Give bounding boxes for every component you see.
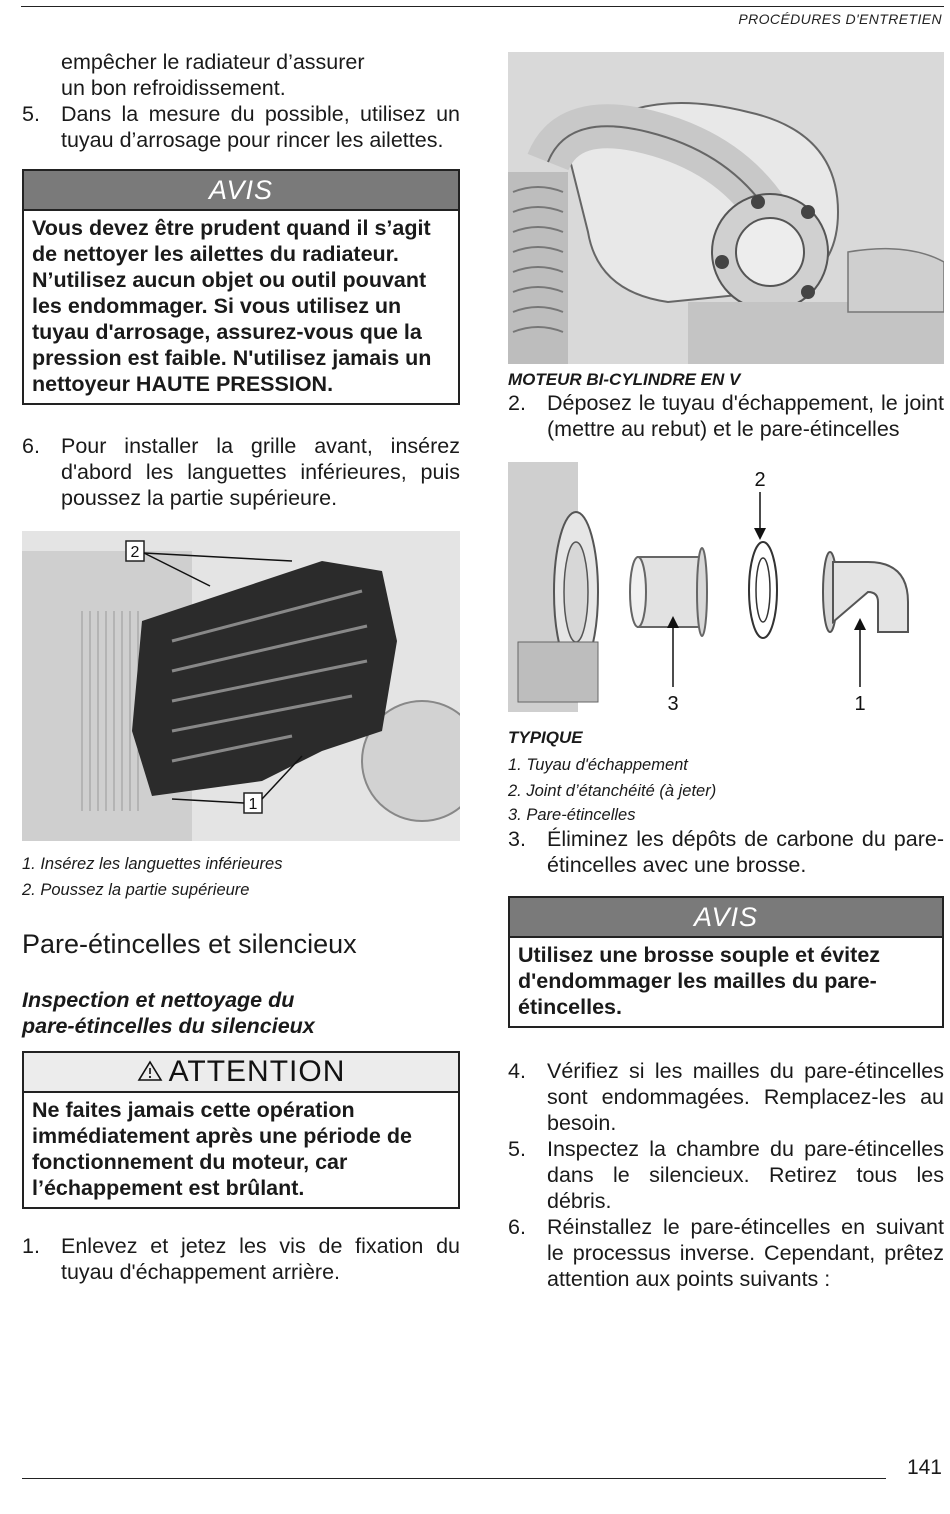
bottom-rule bbox=[22, 1478, 886, 1479]
step-text: Déposez le tuyau d'échappement, le joint (mettre au rebut) et le pare-étincelles bbox=[547, 391, 944, 441]
right-step-2 bbox=[508, 390, 944, 442]
step-number: 5. bbox=[22, 102, 40, 126]
step-number: 6. bbox=[508, 1215, 526, 1239]
label-2: 2 bbox=[754, 469, 766, 491]
right-column bbox=[508, 52, 944, 1292]
exhaust-parts-illustration bbox=[508, 462, 944, 724]
legend-item: 3. Pare-étincelles bbox=[508, 806, 636, 824]
intro-line-2: un bon refroidissement. bbox=[61, 76, 286, 100]
section-title: Pare-étincelles et silencieux bbox=[22, 929, 357, 959]
warning-heading bbox=[24, 1053, 458, 1093]
figure-legend bbox=[22, 851, 460, 903]
notice-box-brush bbox=[508, 896, 944, 1028]
exhaust-parts-drawing bbox=[508, 462, 944, 724]
legend-item: 1. Insérez les languettes inférieures bbox=[22, 855, 283, 873]
step-text: Vérifiez si les mailles du pare-étincelles sont endommagées. Remplacez-les au besoin. bbox=[547, 1059, 944, 1135]
callout-2: 2 bbox=[130, 544, 140, 561]
intro-line-1: empêcher le radiateur d’assurer bbox=[61, 50, 365, 74]
step-text: Éliminez les dépôts de carbone du pare-étincelles avec une brosse. bbox=[547, 827, 944, 877]
step-text: Dans la mesure du possible, utilisez un tuyau d’arrosage pour rincer les ailettes. bbox=[61, 102, 460, 152]
notice-text: Utilisez une brosse souple et évitez d'endommager les mailles du pare-étincelles. bbox=[518, 943, 881, 1019]
label-3: 3 bbox=[667, 693, 679, 715]
left-column bbox=[22, 49, 460, 1285]
front-grille-illustration bbox=[22, 531, 460, 841]
step-number: 6. bbox=[22, 434, 40, 458]
figure-caption-engine: MOTEUR BI-CYLINDRE EN V bbox=[508, 370, 741, 389]
step-number: 2. bbox=[508, 391, 526, 415]
warning-triangle-icon bbox=[137, 1060, 163, 1082]
legend-item: 2. Joint d’étanchéité (à jeter) bbox=[508, 782, 717, 800]
legend-item: 2. Poussez la partie supérieure bbox=[22, 881, 250, 899]
label-1: 1 bbox=[854, 693, 866, 715]
right-step-6 bbox=[508, 1214, 944, 1292]
page-number: 141 bbox=[906, 1456, 942, 1479]
top-rule bbox=[21, 6, 944, 7]
warning-heading-text: ATTENTION bbox=[168, 1055, 346, 1088]
figure-legend bbox=[508, 752, 944, 826]
right-step-4 bbox=[508, 1058, 944, 1136]
engine-drawing bbox=[508, 52, 944, 364]
subsection-title bbox=[22, 987, 460, 1039]
subsection-title-line: pare-étincelles du silencieux bbox=[22, 1014, 315, 1038]
step-number: 1. bbox=[22, 1234, 40, 1258]
grille-drawing bbox=[22, 531, 460, 841]
subsection-title-line: Inspection et nettoyage du bbox=[22, 988, 295, 1012]
step-number: 5. bbox=[508, 1137, 526, 1161]
v-twin-engine-illustration bbox=[508, 52, 944, 364]
left-step-6 bbox=[22, 433, 460, 511]
running-header: PROCÉDURES D'ENTRETIEN bbox=[738, 11, 942, 27]
notice-heading: AVIS bbox=[510, 898, 942, 938]
step-text: Inspectez la chambre du pare-étincelles dans le silencieux. Retirez tous les débris. bbox=[547, 1137, 944, 1213]
right-step-5 bbox=[508, 1136, 944, 1214]
warning-box bbox=[22, 1051, 460, 1209]
step-number: 3. bbox=[508, 827, 526, 851]
left-step-5 bbox=[22, 101, 460, 153]
figure-caption-typical: TYPIQUE bbox=[508, 728, 583, 747]
legend-item: 1. Tuyau d'échappement bbox=[508, 756, 688, 774]
left-step-1 bbox=[22, 1233, 460, 1285]
warning-text: Ne faites jamais cette opération immédiatement après une période de fonctionnement du moteur, car l’échappement est brûlant. bbox=[32, 1098, 412, 1200]
callout-1: 1 bbox=[248, 796, 258, 813]
right-step-3 bbox=[508, 826, 944, 878]
notice-box-radiator bbox=[22, 169, 460, 405]
notice-heading: AVIS bbox=[24, 171, 458, 211]
step-text: Réinstallez le pare-étincelles en suivant le processus inverse. Cependant, prêtez attention aux points suivants : bbox=[547, 1215, 944, 1291]
step-text: Enlevez et jetez les vis de fixation du tuyau d'échappement arrière. bbox=[61, 1234, 460, 1284]
notice-text: Vous devez être prudent quand il s’agit de nettoyer les ailettes du radiateur. N’utilisez aucun objet ou outil pouvant les endommager. Si vous utilisez un tuyau d'arrosage, assurez-vous que la pression est faible. N'utilisez jamais un nettoyeur HAUTE PRESSION. bbox=[32, 216, 432, 396]
step-number: 4. bbox=[508, 1059, 526, 1083]
step-text: Pour installer la grille avant, insérez d'abord les languettes inférieures, puis poussez la partie supérieure. bbox=[61, 434, 460, 510]
